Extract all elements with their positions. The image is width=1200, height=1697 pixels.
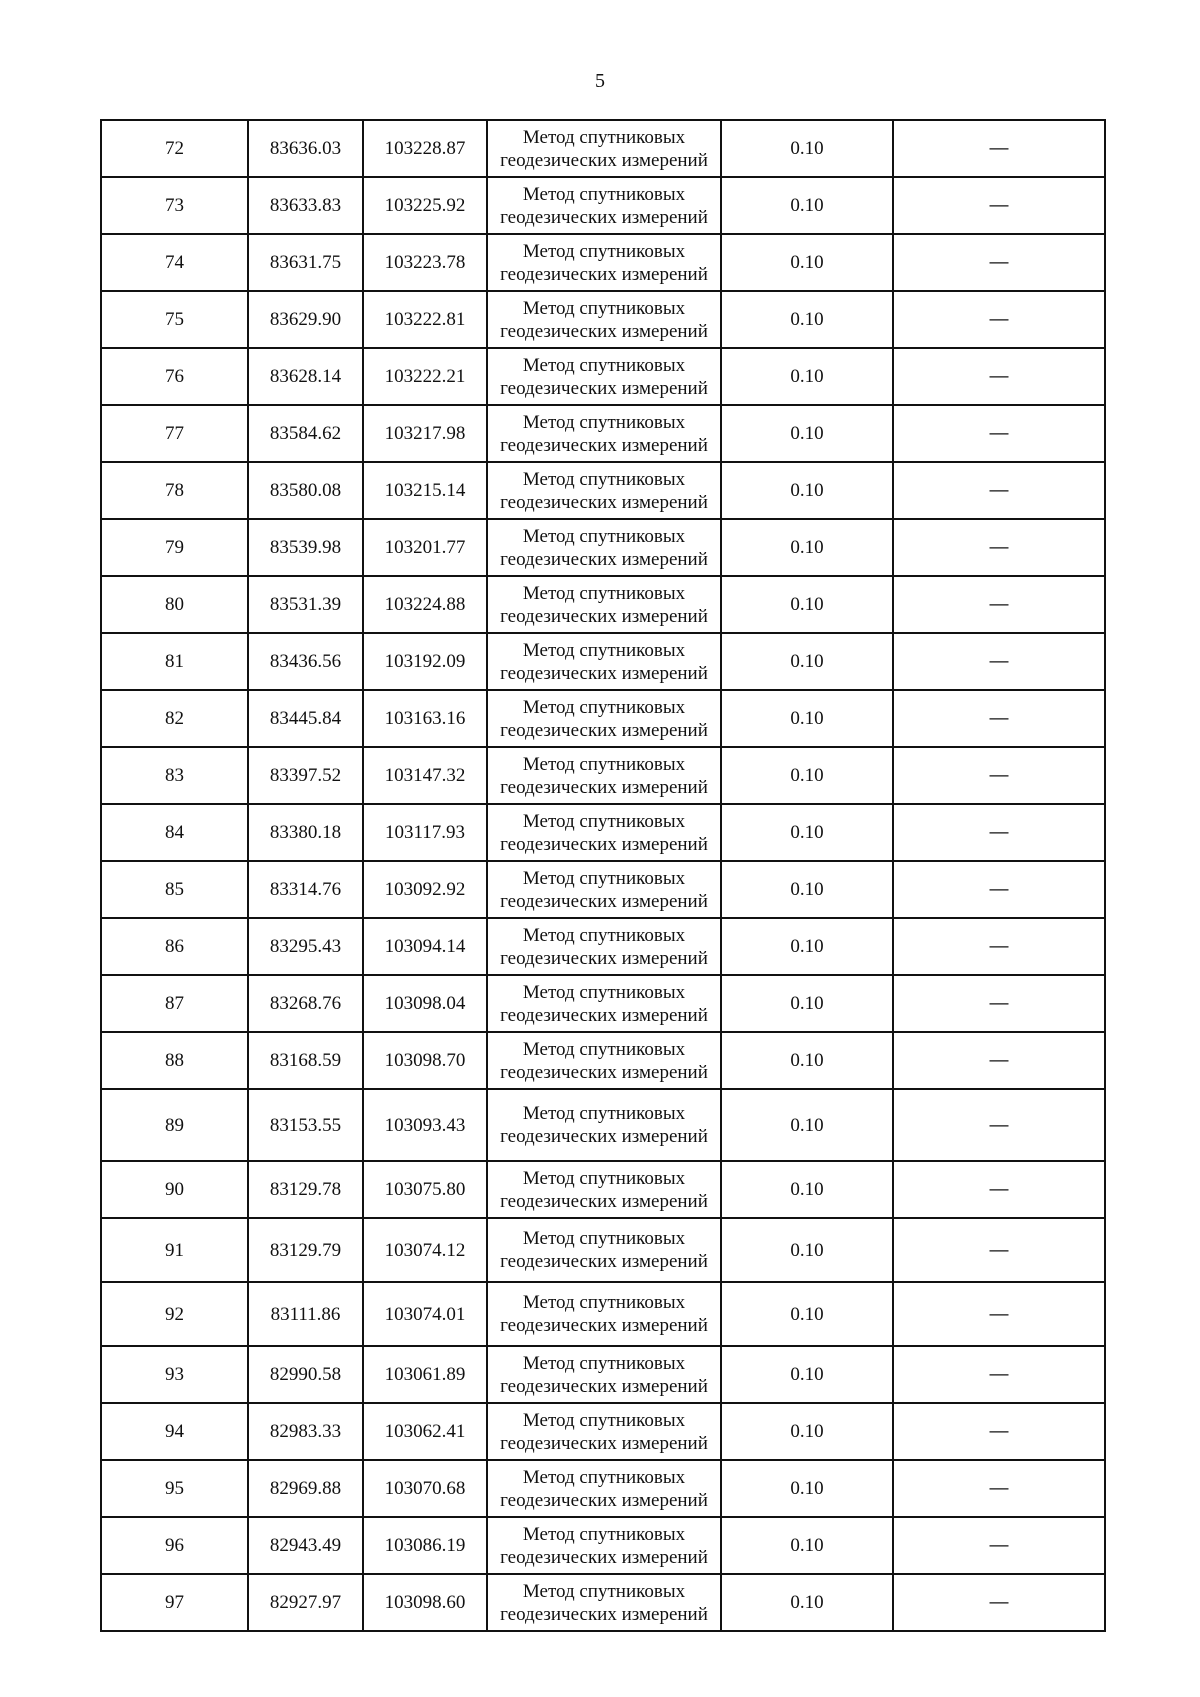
extra-cell: — <box>893 1346 1105 1403</box>
table-row <box>101 348 1105 405</box>
point-number-cell: 82 <box>101 690 248 747</box>
extra-cell: — <box>893 747 1105 804</box>
accuracy-cell: 0.10 <box>721 405 893 462</box>
table-row <box>101 1403 1105 1460</box>
y-coordinate-cell: 103224.88 <box>363 576 487 633</box>
extra-cell: — <box>893 576 1105 633</box>
accuracy-cell: 0.10 <box>721 291 893 348</box>
accuracy-cell: 0.10 <box>721 519 893 576</box>
method-cell <box>487 975 721 1032</box>
accuracy-cell: 0.10 <box>721 690 893 747</box>
method-cell <box>487 747 721 804</box>
extra-cell: — <box>893 1218 1105 1282</box>
method-line-2: геодезических измерений <box>500 1004 708 1026</box>
method-line-2: геодезических измерений <box>500 1603 708 1625</box>
x-coordinate-cell: 83636.03 <box>248 120 363 177</box>
method-line-1: Метод спутниковых <box>522 1103 686 1124</box>
method-cell <box>487 690 721 747</box>
method-line-2: геодезических измерений <box>500 263 708 285</box>
point-number-cell: 85 <box>101 861 248 918</box>
accuracy-cell: 0.10 <box>721 1282 893 1346</box>
table-row <box>101 519 1105 576</box>
method-cell <box>487 234 721 291</box>
method-line-1: Метод спутниковых <box>522 468 686 490</box>
extra-cell: — <box>893 348 1105 405</box>
method-cell <box>487 1282 721 1346</box>
accuracy-cell: 0.10 <box>721 804 893 861</box>
point-number-cell: 89 <box>101 1089 248 1161</box>
method-line-2: геодезических измерений <box>500 776 708 798</box>
table-body <box>101 120 1105 1631</box>
method-cell <box>487 177 721 234</box>
method-line-2: геодезических измерений <box>500 890 708 912</box>
accuracy-cell: 0.10 <box>721 861 893 918</box>
x-coordinate-cell: 83445.84 <box>248 690 363 747</box>
table-row <box>101 1089 1105 1161</box>
point-number-cell: 81 <box>101 633 248 690</box>
method-line-2: геодезических измерений <box>500 1315 708 1336</box>
extra-cell: — <box>893 462 1105 519</box>
x-coordinate-cell: 82927.97 <box>248 1574 363 1631</box>
method-cell <box>487 120 721 177</box>
accuracy-cell: 0.10 <box>721 234 893 291</box>
x-coordinate-cell: 83380.18 <box>248 804 363 861</box>
method-line-2: геодезических измерений <box>500 662 708 684</box>
y-coordinate-cell: 103093.43 <box>363 1089 487 1161</box>
x-coordinate-cell: 83584.62 <box>248 405 363 462</box>
method-line-2: геодезических измерений <box>500 1432 708 1454</box>
method-line-2: геодезических измерений <box>500 1489 708 1511</box>
table-row <box>101 804 1105 861</box>
method-cell <box>487 462 721 519</box>
accuracy-cell: 0.10 <box>721 177 893 234</box>
point-number-cell: 74 <box>101 234 248 291</box>
extra-cell: — <box>893 1460 1105 1517</box>
point-number-cell: 78 <box>101 462 248 519</box>
method-line-2: геодезических измерений <box>500 377 708 399</box>
method-line-1: Метод спутниковых <box>522 1167 686 1189</box>
method-line-1: Метод спутниковых <box>522 753 686 775</box>
x-coordinate-cell: 83129.79 <box>248 1218 363 1282</box>
coordinates-table <box>100 119 1106 1632</box>
x-coordinate-cell: 82990.58 <box>248 1346 363 1403</box>
table-row <box>101 1161 1105 1218</box>
point-number-cell: 84 <box>101 804 248 861</box>
y-coordinate-cell: 103192.09 <box>363 633 487 690</box>
method-line-2: геодезических измерений <box>500 491 708 513</box>
x-coordinate-cell: 83629.90 <box>248 291 363 348</box>
method-cell <box>487 576 721 633</box>
accuracy-cell: 0.10 <box>721 576 893 633</box>
table-row <box>101 1517 1105 1574</box>
extra-cell: — <box>893 690 1105 747</box>
method-cell <box>487 1460 721 1517</box>
method-line-2: геодезических измерений <box>500 1546 708 1568</box>
y-coordinate-cell: 103070.68 <box>363 1460 487 1517</box>
accuracy-cell: 0.10 <box>721 918 893 975</box>
point-number-cell: 76 <box>101 348 248 405</box>
method-cell <box>487 1032 721 1089</box>
method-cell <box>487 1574 721 1631</box>
accuracy-cell: 0.10 <box>721 348 893 405</box>
extra-cell: — <box>893 861 1105 918</box>
extra-cell: — <box>893 1161 1105 1218</box>
method-cell <box>487 918 721 975</box>
y-coordinate-cell: 103074.01 <box>363 1282 487 1346</box>
extra-cell: — <box>893 405 1105 462</box>
accuracy-cell: 0.10 <box>721 462 893 519</box>
method-line-2: геодезических измерений <box>500 548 708 570</box>
y-coordinate-cell: 103222.21 <box>363 348 487 405</box>
point-number-cell: 79 <box>101 519 248 576</box>
table-row <box>101 747 1105 804</box>
method-cell <box>487 519 721 576</box>
accuracy-cell: 0.10 <box>721 1517 893 1574</box>
method-line-1: Метод спутниковых <box>522 582 686 604</box>
point-number-cell: 73 <box>101 177 248 234</box>
y-coordinate-cell: 103228.87 <box>363 120 487 177</box>
method-line-1: Метод спутниковых <box>522 126 686 148</box>
table-row <box>101 177 1105 234</box>
table-row <box>101 1032 1105 1089</box>
table-row <box>101 918 1105 975</box>
extra-cell: — <box>893 804 1105 861</box>
point-number-cell: 90 <box>101 1161 248 1218</box>
method-line-2: геодезических измерений <box>500 833 708 855</box>
point-number-cell: 86 <box>101 918 248 975</box>
extra-cell: — <box>893 234 1105 291</box>
y-coordinate-cell: 103086.19 <box>363 1517 487 1574</box>
method-line-1: Метод спутниковых <box>522 183 686 205</box>
y-coordinate-cell: 103117.93 <box>363 804 487 861</box>
point-number-cell: 93 <box>101 1346 248 1403</box>
point-number-cell: 92 <box>101 1282 248 1346</box>
method-line-2: геодезических измерений <box>500 1061 708 1083</box>
extra-cell: — <box>893 291 1105 348</box>
method-line-2: геодезических измерений <box>500 434 708 456</box>
x-coordinate-cell: 83314.76 <box>248 861 363 918</box>
method-line-1: Метод спутниковых <box>522 525 686 547</box>
x-coordinate-cell: 83628.14 <box>248 348 363 405</box>
method-line-2: геодезических измерений <box>500 947 708 969</box>
extra-cell: — <box>893 120 1105 177</box>
accuracy-cell: 0.10 <box>721 1032 893 1089</box>
method-cell <box>487 291 721 348</box>
point-number-cell: 95 <box>101 1460 248 1517</box>
method-cell <box>487 348 721 405</box>
method-line-2: геодезических измерений <box>500 605 708 627</box>
method-line-1: Метод спутниковых <box>522 1352 686 1374</box>
extra-cell: — <box>893 1282 1105 1346</box>
table-row <box>101 1460 1105 1517</box>
table-row <box>101 633 1105 690</box>
accuracy-cell: 0.10 <box>721 1574 893 1631</box>
method-line-1: Метод спутниковых <box>522 696 686 718</box>
x-coordinate-cell: 83129.78 <box>248 1161 363 1218</box>
accuracy-cell: 0.10 <box>721 120 893 177</box>
page-number: 5 <box>595 70 605 92</box>
y-coordinate-cell: 103094.14 <box>363 918 487 975</box>
x-coordinate-cell: 83633.83 <box>248 177 363 234</box>
table-row <box>101 291 1105 348</box>
point-number-cell: 77 <box>101 405 248 462</box>
x-coordinate-cell: 83397.52 <box>248 747 363 804</box>
method-line-2: геодезических измерений <box>500 206 708 228</box>
method-line-1: Метод спутниковых <box>522 867 686 889</box>
y-coordinate-cell: 103061.89 <box>363 1346 487 1403</box>
table-row <box>101 975 1105 1032</box>
table-row <box>101 1574 1105 1631</box>
method-line-2: геодезических измерений <box>500 149 708 171</box>
method-line-1: Метод спутниковых <box>522 1409 686 1431</box>
extra-cell: — <box>893 975 1105 1032</box>
method-line-1: Метод спутниковых <box>522 1038 686 1060</box>
x-coordinate-cell: 83111.86 <box>248 1282 363 1346</box>
extra-cell: — <box>893 519 1105 576</box>
method-cell <box>487 804 721 861</box>
x-coordinate-cell: 83436.56 <box>248 633 363 690</box>
y-coordinate-cell: 103098.04 <box>363 975 487 1032</box>
table-row <box>101 120 1105 177</box>
x-coordinate-cell: 82983.33 <box>248 1403 363 1460</box>
method-line-1: Метод спутниковых <box>522 1292 686 1313</box>
method-line-2: геодезических измерений <box>500 1190 708 1212</box>
y-coordinate-cell: 103074.12 <box>363 1218 487 1282</box>
x-coordinate-cell: 83153.55 <box>248 1089 363 1161</box>
accuracy-cell: 0.10 <box>721 975 893 1032</box>
accuracy-cell: 0.10 <box>721 1218 893 1282</box>
method-cell <box>487 1218 721 1282</box>
table-row <box>101 576 1105 633</box>
method-line-1: Метод спутниковых <box>522 411 686 433</box>
extra-cell: — <box>893 918 1105 975</box>
method-cell <box>487 861 721 918</box>
y-coordinate-cell: 103075.80 <box>363 1161 487 1218</box>
table-row <box>101 861 1105 918</box>
method-line-1: Метод спутниковых <box>522 924 686 946</box>
method-line-2: геодезических измерений <box>500 719 708 741</box>
extra-cell: — <box>893 1574 1105 1631</box>
x-coordinate-cell: 83268.76 <box>248 975 363 1032</box>
accuracy-cell: 0.10 <box>721 1161 893 1218</box>
point-number-cell: 75 <box>101 291 248 348</box>
method-line-1: Метод спутниковых <box>522 981 686 1003</box>
method-line-1: Метод спутниковых <box>522 240 686 262</box>
table-row <box>101 405 1105 462</box>
extra-cell: — <box>893 177 1105 234</box>
method-line-1: Метод спутниковых <box>522 354 686 376</box>
accuracy-cell: 0.10 <box>721 1403 893 1460</box>
accuracy-cell: 0.10 <box>721 1460 893 1517</box>
method-line-1: Метод спутниковых <box>522 1466 686 1488</box>
point-number-cell: 94 <box>101 1403 248 1460</box>
method-cell <box>487 633 721 690</box>
method-line-1: Метод спутниковых <box>522 1523 686 1545</box>
table-row <box>101 1218 1105 1282</box>
y-coordinate-cell: 103098.60 <box>363 1574 487 1631</box>
point-number-cell: 80 <box>101 576 248 633</box>
point-number-cell: 88 <box>101 1032 248 1089</box>
method-line-1: Метод спутниковых <box>522 1228 686 1249</box>
y-coordinate-cell: 103147.32 <box>363 747 487 804</box>
method-line-1: Метод спутниковых <box>522 810 686 832</box>
point-number-cell: 72 <box>101 120 248 177</box>
y-coordinate-cell: 103225.92 <box>363 177 487 234</box>
extra-cell: — <box>893 633 1105 690</box>
method-line-1: Метод спутниковых <box>522 297 686 319</box>
point-number-cell: 87 <box>101 975 248 1032</box>
accuracy-cell: 0.10 <box>721 1089 893 1161</box>
x-coordinate-cell: 83295.43 <box>248 918 363 975</box>
table-row <box>101 1346 1105 1403</box>
extra-cell: — <box>893 1517 1105 1574</box>
y-coordinate-cell: 103062.41 <box>363 1403 487 1460</box>
x-coordinate-cell: 82943.49 <box>248 1517 363 1574</box>
point-number-cell: 96 <box>101 1517 248 1574</box>
y-coordinate-cell: 103217.98 <box>363 405 487 462</box>
point-number-cell: 83 <box>101 747 248 804</box>
method-line-2: геодезических измерений <box>500 1375 708 1397</box>
x-coordinate-cell: 82969.88 <box>248 1460 363 1517</box>
table-row <box>101 234 1105 291</box>
extra-cell: — <box>893 1032 1105 1089</box>
method-cell <box>487 1517 721 1574</box>
x-coordinate-cell: 83168.59 <box>248 1032 363 1089</box>
y-coordinate-cell: 103222.81 <box>363 291 487 348</box>
y-coordinate-cell: 103215.14 <box>363 462 487 519</box>
y-coordinate-cell: 103223.78 <box>363 234 487 291</box>
y-coordinate-cell: 103092.92 <box>363 861 487 918</box>
method-cell <box>487 1089 721 1161</box>
method-cell <box>487 1346 721 1403</box>
accuracy-cell: 0.10 <box>721 747 893 804</box>
point-number-cell: 91 <box>101 1218 248 1282</box>
method-line-2: геодезических измерений <box>500 1126 708 1147</box>
extra-cell: — <box>893 1403 1105 1460</box>
method-line-1: Метод спутниковых <box>522 1580 686 1602</box>
method-cell <box>487 1403 721 1460</box>
extra-cell: — <box>893 1089 1105 1161</box>
method-cell <box>487 1161 721 1218</box>
x-coordinate-cell: 83531.39 <box>248 576 363 633</box>
y-coordinate-cell: 103201.77 <box>363 519 487 576</box>
table-row <box>101 1282 1105 1346</box>
table-row <box>101 462 1105 519</box>
accuracy-cell: 0.10 <box>721 1346 893 1403</box>
x-coordinate-cell: 83539.98 <box>248 519 363 576</box>
y-coordinate-cell: 103098.70 <box>363 1032 487 1089</box>
y-coordinate-cell: 103163.16 <box>363 690 487 747</box>
x-coordinate-cell: 83631.75 <box>248 234 363 291</box>
method-line-1: Метод спутниковых <box>522 639 686 661</box>
method-line-2: геодезических измерений <box>500 1251 708 1272</box>
method-line-2: геодезических измерений <box>500 320 708 342</box>
method-cell <box>487 405 721 462</box>
x-coordinate-cell: 83580.08 <box>248 462 363 519</box>
accuracy-cell: 0.10 <box>721 633 893 690</box>
table-row <box>101 690 1105 747</box>
point-number-cell: 97 <box>101 1574 248 1631</box>
